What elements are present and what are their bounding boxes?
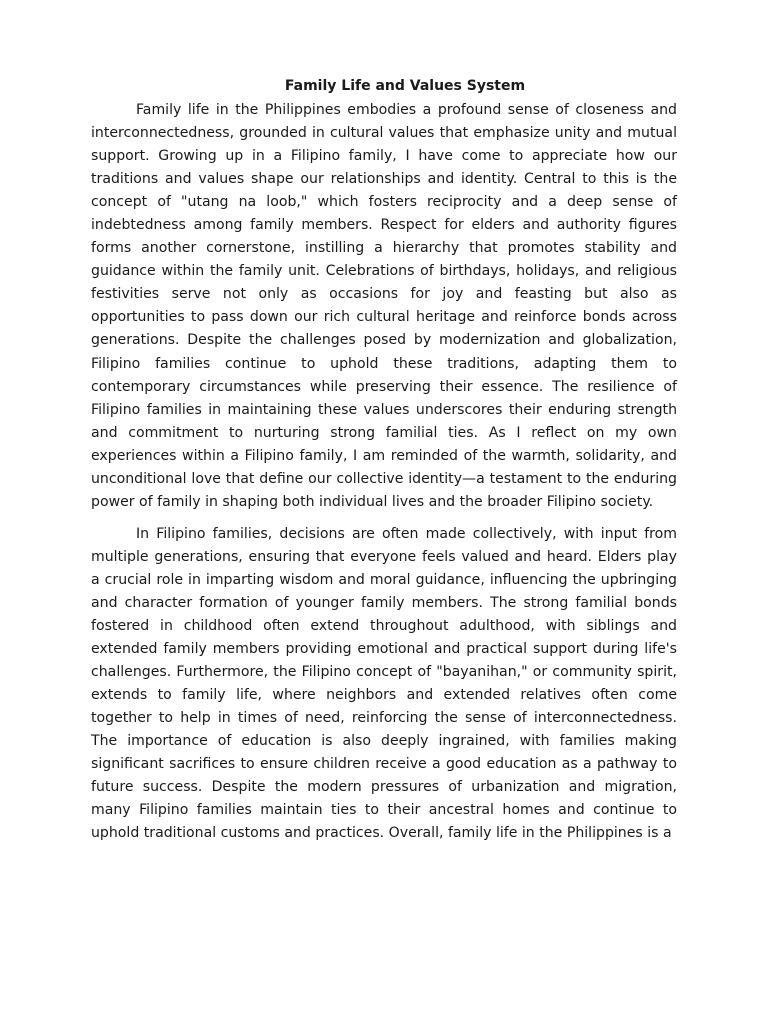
paragraph-2: In Filipino families, decisions are often made collectively, with input from multiple generations, ensuring that everyone feels valued and heard. Elders play a crucial role in imparting wisdom and moral guidance, influencing the upbringing and character formation of younger family members. The strong familial bonds fostered in childhood often extend throughout adulthood, with siblings and extended family members providing emotional and practical support during life's challenges. Furthermore, the Filipino concept of "bayanihan," or community spirit, extends to family life, where neighbors and extended relatives often come together to help in times of need, reinforcing the sense of interconnectedness. The importance of education is also deeply ingrained, with families making significant sacrifices to ensure children receive a good education as a pathway to future success. Despite the modern pressures of urbanization and migration, many Filipino families maintain ties to their ancestral homes and continue to uphold traditional customs and practices. Overall, family life in the Philippines is a	[91, 525, 677, 842]
paragraph-1: Family life in the Philippines embodies a profound sense of closeness and interconnectedness, grounded in cultural values that emphasize unity and mutual support. Growing up in a Filipino family, I have come to appreciate how our traditions and values shape our relationships and identity. Central to this is the concept of "utang na loob," which fosters reciprocity and a deep sense of indebtedness among family members. Respect for elders and authority figures forms another cornerstone, instilling a hierarchy that promotes stability and guidance within the family unit. Celebrations of birthdays, holidays, and religious festivities serve not only as occasions for joy and feasting but also as opportunities to pass down our rich cultural heritage and reinforce bonds across generations. Despite the challenges posed by modernization and globalization, Filipino families continue to uphold these traditions, adapting them to contemporary circumstances while preserving their essence. The resilience of Filipino families in maintaining these values underscores their enduring strength and commitment to nurturing strong familial ties. As I reflect on my own experiences within a Filipino family, I am reminded of the warmth, solidarity, and unconditional love that define our collective identity—a testament to the enduring power of family in shaping both individual lives and the broader Filipino society.	[91, 102, 677, 510]
document-body	[91, 99, 677, 846]
document-title: Family Life and Values System	[284, 78, 526, 94]
